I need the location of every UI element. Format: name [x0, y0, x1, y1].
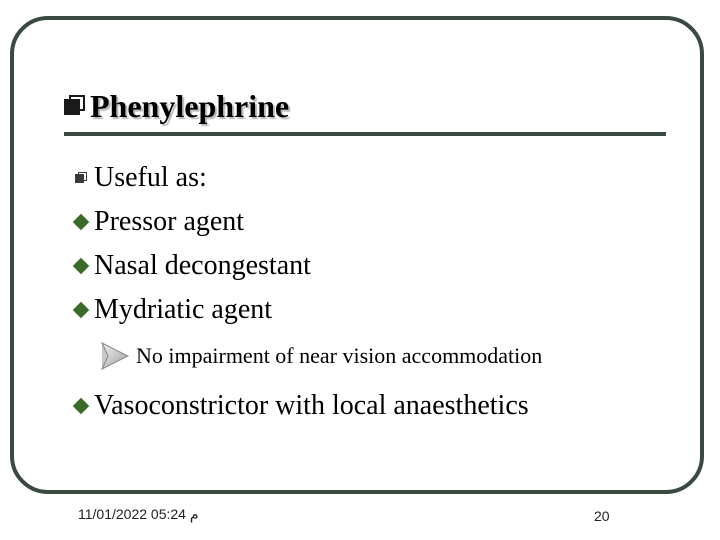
diamond-bullet-icon: [70, 399, 92, 413]
arrow-bullet-icon: [100, 341, 130, 371]
sub-bullet-item-near-vision: [100, 332, 690, 380]
bullet-item-vasoconstrictor: [70, 384, 690, 428]
diamond-bullet-icon: [70, 215, 92, 229]
footer-date: م 05:24 11/01/2022: [78, 506, 199, 522]
bullet-text: Pressor agent: [94, 206, 245, 237]
diamond-bullet-icon: [70, 303, 92, 317]
square-bullet-icon: [70, 172, 92, 184]
bullet-text: Vasoconstrictor with local anaesthetics: [94, 390, 529, 421]
diamond-bullet-icon: [70, 259, 92, 273]
bullet-item-useful-as: [70, 156, 690, 200]
square-bullet-icon: [64, 95, 86, 117]
sub-bullet-text: No impairment of near vision accommodation: [136, 343, 543, 368]
bullet-list: [70, 156, 690, 428]
footer-page-number: 20: [594, 508, 610, 524]
slide-title: [64, 86, 289, 126]
bullet-text: Useful as:: [94, 162, 207, 193]
bullet-text: Mydriatic agent: [94, 294, 273, 325]
bullet-item-pressor-agent: [70, 200, 690, 244]
slide-title-text: Phenylephrine: [90, 88, 290, 124]
bullet-item-nasal-decongestant: [70, 244, 690, 288]
title-underline: [64, 132, 666, 136]
bullet-item-mydriatic-agent: [70, 288, 690, 332]
bullet-text: Nasal decongestant: [94, 250, 311, 281]
